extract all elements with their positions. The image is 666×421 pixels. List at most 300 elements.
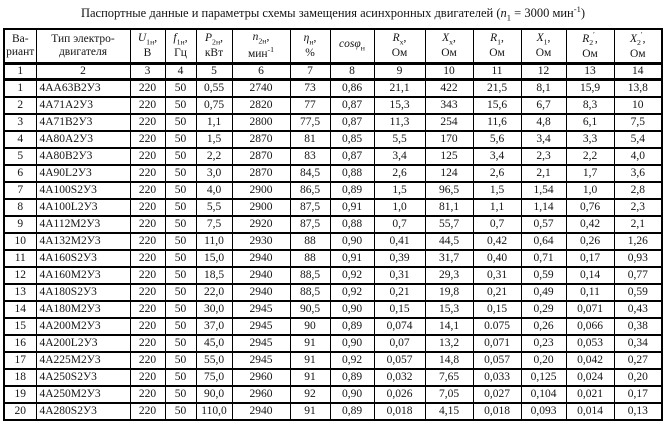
value-cell: 1,1 xyxy=(196,114,232,131)
column-header-x2p: $X_2'$, Ом xyxy=(614,29,662,64)
value-cell: 0,75 xyxy=(196,97,232,114)
value-cell: 343 xyxy=(425,97,473,114)
value-cell: 0,29 xyxy=(521,301,566,318)
value-cell: 0,057 xyxy=(473,352,521,369)
value-cell: 73 xyxy=(290,79,330,97)
value-cell: 0,057 xyxy=(374,352,425,369)
value-cell: 3,3 xyxy=(566,131,614,148)
value-cell: 81 xyxy=(290,131,330,148)
column-number-cell: 14 xyxy=(614,63,662,79)
value-cell: 1,0 xyxy=(374,199,425,216)
value-cell: 2920 xyxy=(232,216,290,233)
value-cell: 15,0 xyxy=(196,250,232,267)
value-cell: 0,90 xyxy=(330,301,374,318)
value-cell: 1,0 xyxy=(566,182,614,199)
column-number-cell: 7 xyxy=(290,63,330,79)
variant-cell: 17 xyxy=(4,352,36,369)
value-cell: 0,053 xyxy=(566,335,614,352)
value-cell: 2,6 xyxy=(374,165,425,182)
value-cell: 0,20 xyxy=(614,369,662,386)
value-cell: 220 xyxy=(130,165,165,182)
value-cell: 0,021 xyxy=(566,386,614,403)
table-title xyxy=(0,0,666,26)
table-row xyxy=(4,131,662,148)
motor-type-cell: 4А132М2У3 xyxy=(36,233,130,250)
value-cell: 77 xyxy=(290,97,330,114)
value-cell: 2740 xyxy=(232,79,290,97)
table-row xyxy=(4,250,662,267)
value-cell: 14,1 xyxy=(425,318,473,335)
column-header-r1: $R_1$, Ом xyxy=(473,29,521,64)
value-cell: 55,0 xyxy=(196,352,232,369)
motor-type-cell: 4А71А2У3 xyxy=(36,97,130,114)
value-cell: 0,86 xyxy=(330,79,374,97)
value-cell: 3,0 xyxy=(196,165,232,182)
value-cell: 1,14 xyxy=(521,199,566,216)
value-cell: 50 xyxy=(165,199,196,216)
value-cell: 220 xyxy=(130,318,165,335)
value-cell: 13,2 xyxy=(425,335,473,352)
value-cell: 0,87 xyxy=(330,148,374,165)
value-cell: 125 xyxy=(425,148,473,165)
value-cell: 2,1 xyxy=(521,165,566,182)
variant-cell: 7 xyxy=(4,182,36,199)
column-header-rx: $R_х$, Ом xyxy=(374,29,425,64)
value-cell: 0,018 xyxy=(473,403,521,420)
value-cell: 50 xyxy=(165,250,196,267)
value-cell: 55,7 xyxy=(425,216,473,233)
value-cell: 90 xyxy=(290,318,330,335)
value-cell: 90,0 xyxy=(196,386,232,403)
value-cell: 0,15 xyxy=(374,301,425,318)
column-header-f1n: $f_{1н}$, Гц xyxy=(165,29,196,64)
value-cell: 0,066 xyxy=(566,318,614,335)
value-cell: 4,0 xyxy=(196,182,232,199)
value-cell: 50 xyxy=(165,386,196,403)
value-cell: 422 xyxy=(425,79,473,97)
value-cell: 0,34 xyxy=(614,335,662,352)
value-cell: 0,39 xyxy=(374,250,425,267)
value-cell: 0,92 xyxy=(330,284,374,301)
value-cell: 1,7 xyxy=(566,165,614,182)
value-cell: 2945 xyxy=(232,335,290,352)
column-header-u1n: $U_{1н}$, В xyxy=(130,29,165,64)
value-cell: 21,5 xyxy=(473,79,521,97)
motor-type-cell: 4А100S2У3 xyxy=(36,182,130,199)
motor-type-cell: 4А80В2У3 xyxy=(36,148,130,165)
value-cell: 0,21 xyxy=(374,284,425,301)
value-cell: 2820 xyxy=(232,97,290,114)
value-cell: 50 xyxy=(165,148,196,165)
value-cell: 220 xyxy=(130,148,165,165)
table-row xyxy=(4,267,662,284)
value-cell: 220 xyxy=(130,114,165,131)
value-cell: 7,5 xyxy=(196,216,232,233)
table-row xyxy=(4,386,662,403)
value-cell: 0,89 xyxy=(330,182,374,199)
value-cell: 0,104 xyxy=(521,386,566,403)
value-cell: 220 xyxy=(130,182,165,199)
value-cell: 0,31 xyxy=(374,267,425,284)
value-cell: 2800 xyxy=(232,114,290,131)
variant-cell: 19 xyxy=(4,386,36,403)
value-cell: 2940 xyxy=(232,284,290,301)
value-cell: 0,90 xyxy=(330,335,374,352)
value-cell: 0,27 xyxy=(614,352,662,369)
value-cell: 50 xyxy=(165,318,196,335)
motor-type-cell: 4А180S2У3 xyxy=(36,284,130,301)
value-cell: 220 xyxy=(130,386,165,403)
value-cell: 0,17 xyxy=(614,386,662,403)
value-cell: 0,071 xyxy=(473,335,521,352)
motor-type-cell: 4А112М2У3 xyxy=(36,216,130,233)
value-cell: 7,65 xyxy=(425,369,473,386)
value-cell: 2,3 xyxy=(521,148,566,165)
motor-type-cell: 4А200М2У3 xyxy=(36,318,130,335)
column-header-r2p: $R_2'$, Ом xyxy=(566,29,614,64)
value-cell: 50 xyxy=(165,131,196,148)
value-cell: 0,093 xyxy=(521,403,566,420)
value-cell: 5,5 xyxy=(374,131,425,148)
value-cell: 18,5 xyxy=(196,267,232,284)
value-cell: 1,5 xyxy=(374,182,425,199)
value-cell: 88 xyxy=(290,250,330,267)
table-header xyxy=(4,29,662,80)
value-cell: 4,15 xyxy=(425,403,473,420)
table-row xyxy=(4,301,662,318)
value-cell: 21,1 xyxy=(374,79,425,97)
value-cell: 0,42 xyxy=(473,233,521,250)
value-cell: 2960 xyxy=(232,386,290,403)
value-cell: 15,9 xyxy=(566,79,614,97)
value-cell: 7,05 xyxy=(425,386,473,403)
value-cell: 15,3 xyxy=(425,301,473,318)
table-row xyxy=(4,165,662,182)
value-cell: 0,90 xyxy=(330,233,374,250)
value-cell: 15,6 xyxy=(473,97,521,114)
value-cell: 19,8 xyxy=(425,284,473,301)
value-cell: 0,59 xyxy=(521,267,566,284)
value-cell: 2870 xyxy=(232,165,290,182)
value-cell: 96,5 xyxy=(425,182,473,199)
value-cell: 29,3 xyxy=(425,267,473,284)
value-cell: 0,91 xyxy=(330,250,374,267)
value-cell: 110,0 xyxy=(196,403,232,420)
table-row xyxy=(4,335,662,352)
value-cell: 220 xyxy=(130,199,165,216)
column-header-xx: $X_х$, Ом xyxy=(425,29,473,64)
value-cell: 2870 xyxy=(232,148,290,165)
value-cell: 8,3 xyxy=(566,97,614,114)
motor-parameters-table xyxy=(3,28,663,421)
value-cell: 2945 xyxy=(232,352,290,369)
value-cell: 50 xyxy=(165,97,196,114)
value-cell: 0,7 xyxy=(473,216,521,233)
value-cell: 0,032 xyxy=(374,369,425,386)
value-cell: 0,26 xyxy=(521,318,566,335)
column-number-cell: 2 xyxy=(36,63,130,79)
value-cell: 2,8 xyxy=(614,182,662,199)
value-cell: 2,3 xyxy=(614,199,662,216)
motor-type-cell: 4А200L2У3 xyxy=(36,335,130,352)
value-cell: 75,0 xyxy=(196,369,232,386)
variant-cell: 14 xyxy=(4,301,36,318)
title-close-paren: ) xyxy=(580,6,586,21)
variant-cell: 5 xyxy=(4,148,36,165)
value-cell: 1,5 xyxy=(196,131,232,148)
table-row xyxy=(4,369,662,386)
value-cell: 2940 xyxy=(232,250,290,267)
table-row xyxy=(4,216,662,233)
value-cell: 87,5 xyxy=(290,199,330,216)
value-cell: 88 xyxy=(290,233,330,250)
value-cell: 37,0 xyxy=(196,318,232,335)
variant-cell: 4 xyxy=(4,131,36,148)
variant-cell: 6 xyxy=(4,165,36,182)
value-cell: 5,6 xyxy=(473,131,521,148)
value-cell: 8,1 xyxy=(521,79,566,97)
value-cell: 90,5 xyxy=(290,301,330,318)
column-numbers-row xyxy=(4,63,662,79)
value-cell: 77,5 xyxy=(290,114,330,131)
min-exponent: -1 xyxy=(573,4,581,14)
value-cell: 0,027 xyxy=(473,386,521,403)
value-cell: 22,0 xyxy=(196,284,232,301)
value-cell: 0,23 xyxy=(521,335,566,352)
n1-symbol: n xyxy=(500,6,507,21)
value-cell: 0,11 xyxy=(566,284,614,301)
table-row xyxy=(4,403,662,420)
value-cell: 50 xyxy=(165,114,196,131)
column-header-p2n: $P_{2н}$, кВт xyxy=(196,29,232,64)
value-cell: 2870 xyxy=(232,131,290,148)
value-cell: 0,77 xyxy=(614,267,662,284)
value-cell: 50 xyxy=(165,301,196,318)
table-row xyxy=(4,284,662,301)
value-cell: 2945 xyxy=(232,318,290,335)
value-cell: 0,89 xyxy=(330,369,374,386)
value-cell: 91 xyxy=(290,369,330,386)
table-body xyxy=(4,79,662,420)
value-cell: 50 xyxy=(165,403,196,420)
value-cell: 220 xyxy=(130,284,165,301)
value-cell: 0,92 xyxy=(330,352,374,369)
motor-type-cell: 4А71В2У3 xyxy=(36,114,130,131)
variant-cell: 9 xyxy=(4,216,36,233)
value-cell: 0,042 xyxy=(566,352,614,369)
value-cell: 44,5 xyxy=(425,233,473,250)
table-row xyxy=(4,233,662,250)
value-cell: 50 xyxy=(165,369,196,386)
motor-type-cell: 4А80А2У3 xyxy=(36,131,130,148)
value-cell: 2,2 xyxy=(566,148,614,165)
column-number-cell: 6 xyxy=(232,63,290,79)
motor-type-cell: 4А250S2У3 xyxy=(36,369,130,386)
motor-type-cell: 4А100L2У3 xyxy=(36,199,130,216)
value-cell: 6,1 xyxy=(566,114,614,131)
variant-cell: 11 xyxy=(4,250,36,267)
value-cell: 0,018 xyxy=(374,403,425,420)
value-cell: 83 xyxy=(290,148,330,165)
value-cell: 0,14 xyxy=(566,267,614,284)
value-cell: 0,40 xyxy=(473,250,521,267)
value-cell: 0,89 xyxy=(330,318,374,335)
value-cell: 2,6 xyxy=(473,165,521,182)
column-header-eta: $\eta_н$, % xyxy=(290,29,330,64)
value-cell: 84,5 xyxy=(290,165,330,182)
value-cell: 5,5 xyxy=(196,199,232,216)
column-number-cell: 12 xyxy=(521,63,566,79)
column-number-cell: 10 xyxy=(425,63,473,79)
value-cell: 0,87 xyxy=(330,97,374,114)
variant-cell: 8 xyxy=(4,199,36,216)
value-cell: 0,17 xyxy=(566,250,614,267)
value-cell: 2930 xyxy=(232,233,290,250)
variant-cell: 3 xyxy=(4,114,36,131)
motor-type-cell: 4А225М2У3 xyxy=(36,352,130,369)
n1-subscript: 1 xyxy=(506,12,512,23)
column-number-cell: 3 xyxy=(130,63,165,79)
variant-cell: 2 xyxy=(4,97,36,114)
column-number-cell: 1 xyxy=(4,63,36,79)
value-cell: 0,41 xyxy=(374,233,425,250)
value-cell: 0,38 xyxy=(614,318,662,335)
table-row xyxy=(4,318,662,335)
value-cell: 0,49 xyxy=(521,284,566,301)
value-cell: 0,85 xyxy=(330,131,374,148)
column-number-cell: 5 xyxy=(196,63,232,79)
value-cell: 0,57 xyxy=(521,216,566,233)
value-cell: 13,8 xyxy=(614,79,662,97)
value-cell: 10 xyxy=(614,97,662,114)
value-cell: 0,88 xyxy=(330,216,374,233)
value-cell: 0,88 xyxy=(330,165,374,182)
value-cell: 2945 xyxy=(232,301,290,318)
value-cell: 220 xyxy=(130,335,165,352)
motor-type-cell: 4А280S2У3 xyxy=(36,403,130,420)
value-cell: 0,26 xyxy=(566,233,614,250)
value-cell: 0,64 xyxy=(521,233,566,250)
motor-type-cell: 4А180М2У3 xyxy=(36,301,130,318)
table-row xyxy=(4,148,662,165)
value-cell: 15,3 xyxy=(374,97,425,114)
value-cell: 220 xyxy=(130,267,165,284)
value-cell: 0,31 xyxy=(473,267,521,284)
variant-cell: 16 xyxy=(4,335,36,352)
value-cell: 50 xyxy=(165,216,196,233)
value-cell: 81,1 xyxy=(425,199,473,216)
value-cell: 5,4 xyxy=(614,131,662,148)
value-cell: 50 xyxy=(165,335,196,352)
value-cell: 0,014 xyxy=(566,403,614,420)
value-cell: 3,6 xyxy=(614,165,662,182)
value-cell: 2900 xyxy=(232,182,290,199)
value-cell: 50 xyxy=(165,352,196,369)
value-cell: 2940 xyxy=(232,267,290,284)
variant-cell: 15 xyxy=(4,318,36,335)
value-cell: 220 xyxy=(130,301,165,318)
value-cell: 0.075 xyxy=(473,318,521,335)
value-cell: 2940 xyxy=(232,403,290,420)
variant-cell: 12 xyxy=(4,267,36,284)
value-cell: 50 xyxy=(165,79,196,97)
value-cell: 0,7 xyxy=(374,216,425,233)
motor-type-cell: 4А90L2У3 xyxy=(36,165,130,182)
value-cell: 0,71 xyxy=(521,250,566,267)
value-cell: 0,07 xyxy=(374,335,425,352)
value-cell: 124 xyxy=(425,165,473,182)
value-cell: 88,5 xyxy=(290,284,330,301)
value-cell: 0,92 xyxy=(330,267,374,284)
value-cell: 0,15 xyxy=(473,301,521,318)
value-cell: 0,074 xyxy=(374,318,425,335)
column-header-n2n: $n_{2н}$, мин$^{-1}$ xyxy=(232,29,290,64)
value-cell: 220 xyxy=(130,131,165,148)
variant-cell: 10 xyxy=(4,233,36,250)
motor-type-cell: 4АА63В2У3 xyxy=(36,79,130,97)
value-cell: 3,4 xyxy=(521,131,566,148)
value-cell: 0,59 xyxy=(614,284,662,301)
value-cell: 1,5 xyxy=(473,182,521,199)
value-cell: 0,071 xyxy=(566,301,614,318)
value-cell: 0,90 xyxy=(330,386,374,403)
value-cell: 2,2 xyxy=(196,148,232,165)
value-cell: 0,21 xyxy=(473,284,521,301)
value-cell: 92 xyxy=(290,386,330,403)
column-number-cell: 8 xyxy=(330,63,374,79)
value-cell: 0,033 xyxy=(473,369,521,386)
table-row xyxy=(4,79,662,97)
value-cell: 0,20 xyxy=(521,352,566,369)
value-cell: 0,024 xyxy=(566,369,614,386)
value-cell: 0,43 xyxy=(614,301,662,318)
motor-type-cell: 4А160М2У3 xyxy=(36,267,130,284)
value-cell: 1,54 xyxy=(521,182,566,199)
variant-cell: 13 xyxy=(4,284,36,301)
column-header-x1: $X_1$, Ом xyxy=(521,29,566,64)
value-cell: 91 xyxy=(290,335,330,352)
column-number-cell: 13 xyxy=(566,63,614,79)
value-cell: 0,55 xyxy=(196,79,232,97)
value-cell: 6,7 xyxy=(521,97,566,114)
value-cell: 88,5 xyxy=(290,267,330,284)
value-cell: 220 xyxy=(130,233,165,250)
value-cell: 91 xyxy=(290,352,330,369)
value-cell: 31,7 xyxy=(425,250,473,267)
value-cell: 0,89 xyxy=(330,403,374,420)
value-cell: 0,42 xyxy=(566,216,614,233)
table-row xyxy=(4,182,662,199)
value-cell: 220 xyxy=(130,97,165,114)
value-cell: 14,8 xyxy=(425,352,473,369)
value-cell: 50 xyxy=(165,284,196,301)
column-number-cell: 11 xyxy=(473,63,521,79)
value-cell: 4,8 xyxy=(521,114,566,131)
value-cell: 220 xyxy=(130,79,165,97)
value-cell: 220 xyxy=(130,403,165,420)
table-row xyxy=(4,114,662,131)
value-cell: 254 xyxy=(425,114,473,131)
value-cell: 0,125 xyxy=(521,369,566,386)
value-cell: 0,87 xyxy=(330,114,374,131)
table-row xyxy=(4,97,662,114)
value-cell: 11,0 xyxy=(196,233,232,250)
value-cell: 220 xyxy=(130,216,165,233)
motor-type-cell: 4А250М2У3 xyxy=(36,386,130,403)
value-cell: 7,5 xyxy=(614,114,662,131)
variant-cell: 1 xyxy=(4,79,36,97)
value-cell: 2,1 xyxy=(614,216,662,233)
